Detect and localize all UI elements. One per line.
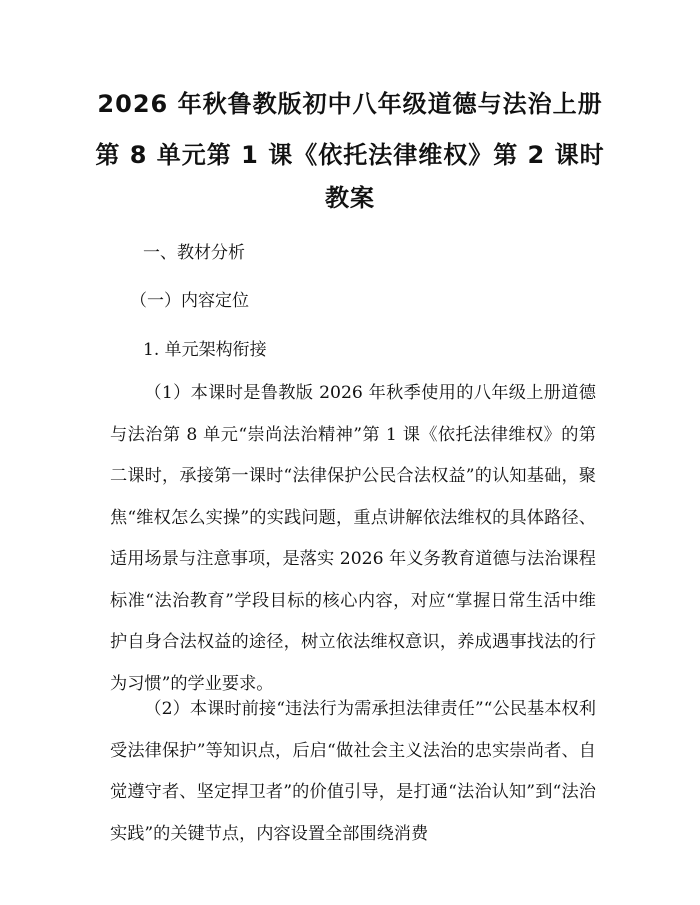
document-title-line-3: 教案 <box>325 184 375 212</box>
document-title-line-2: 第 8 单元第 1 课《依托法律维权》第 2 课时 <box>95 141 605 169</box>
item-heading-unit-structure: 1. 单元架构衔接 <box>143 340 267 360</box>
section-heading-textbook-analysis: 一、教材分析 <box>143 243 245 263</box>
body-paragraph-1: （1）本课时是鲁教版 2026 年秋季使用的八年级上册道德与法治第 8 单元“崇尚法治精神”第 1 课《依托法律维权》的第二课时，承接第一课时“法律保护公民合法权益”的认知基础，聚焦“维权怎么实操”的实践问题，重点讲解依法维权的具体路径、适用场景与注意事项，是落实 2026 年义务教育道德与法治课程标准“法治教育”学段目标的核心内容，对应“掌握日常生活中维护自身合法权益的途径，树立依法维权意识，养成遇事找法的行为习惯”的学业要求。 <box>110 383 596 694</box>
document-title-line-1: 2026 年秋鲁教版初中八年级道德与法治上册 <box>97 90 603 118</box>
subsection-heading-content-positioning: （一）内容定位 <box>130 291 249 311</box>
body-paragraph-2: （2）本课时前接“违法行为需承担法律责任”“公民基本权利受法律保护”等知识点，后启“做社会主义法治的忠实崇尚者、自觉遵守者、坚定捍卫者”的价值引导，是打通“法治认知”到“法治实践”的关键节点，内容设置全部围绕消费 <box>110 699 596 844</box>
